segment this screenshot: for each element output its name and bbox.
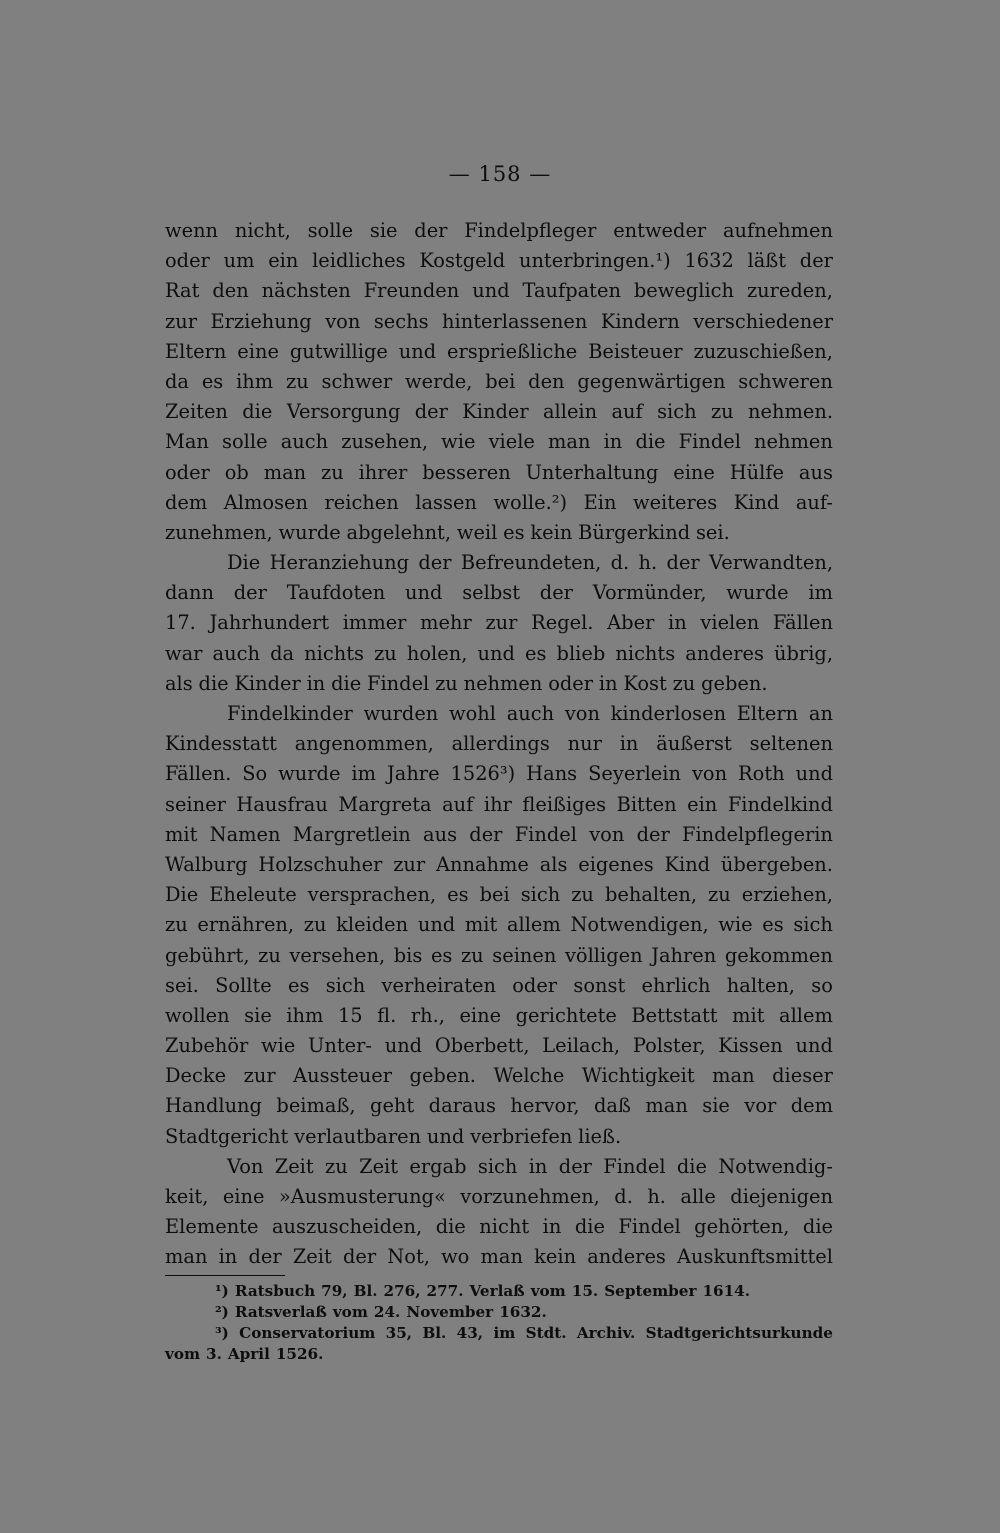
text-line: Die Heranziehung der Befreundeten, d. h. der Verwandten, (227, 551, 833, 575)
text-line: Die Eheleute versprachen, es bei sich zu behalten, zu erziehen, (165, 883, 833, 907)
footnote-line: ²) Ratsverlaß vom 24. November 1632. (215, 1303, 547, 1321)
text-line: gebührt, zu versehen, bis es zu seinen völligen Jahren gekommen (165, 943, 833, 967)
text-line: mit Namen Margretlein aus der Findel von der Findelpflegerin (165, 822, 833, 846)
text-line: oder um ein leidliches Kostgeld unterbringen.¹) 1632 läßt der (165, 249, 833, 273)
text-line: Von Zeit zu Zeit ergab sich in der Findel die Notwendig- (227, 1154, 833, 1178)
text-line: Decke zur Aussteuer geben. Welche Wichtigkeit man dieser (165, 1064, 833, 1088)
text-line: Eltern eine gutwillige und ersprießliche Beisteuer zuzuschießen, (165, 339, 833, 363)
page-number: — 158 — (448, 162, 552, 186)
text-line: seiner Hausfrau Margreta auf ihr fleißiges Bitten ein Findelkind (165, 792, 833, 816)
text-line: man in der Zeit der Not, wo man kein anderes Auskunftsmittel (165, 1245, 833, 1269)
text-line: Rat den nächsten Freunden und Taufpaten beweglich zureden, (165, 279, 833, 303)
text-line: zu ernähren, zu kleiden und mit allem Notwendigen, wie es sich (165, 913, 833, 937)
text-line: zur Erziehung von sechs hinterlassenen Kindern verschiedener (165, 309, 833, 333)
text-line: zunehmen, wurde abgelehnt, weil es kein Bürgerkind sei. (165, 520, 730, 544)
text-line: Kindesstatt angenommen, allerdings nur in äußerst seltenen (165, 732, 833, 756)
text-line: Findelkinder wurden wohl auch von kinderlosen Eltern an (227, 702, 833, 725)
text-line: wollen sie ihm 15 fl. rh., eine gerichtete Bettstatt mit allem (165, 1003, 833, 1027)
text-line: sei. Sollte es sich verheiraten oder sonst ehrlich halten, so (165, 973, 833, 997)
text-line: 17. Jahrhundert immer mehr zur Regel. Aber in vielen Fällen (165, 611, 833, 635)
text-line: als die Kinder in die Findel zu nehmen oder in Kost zu geben. (165, 671, 768, 695)
footnote-line: vom 3. April 1526. (165, 1345, 324, 1363)
text-line: war auch da nichts zu holen, und es blieb nichts anderes übrig, (165, 641, 833, 665)
footnotes (165, 1281, 833, 1365)
text-line: Man solle auch zusehen, wie viele man in die Findel nehmen (165, 430, 833, 454)
text-line: Stadtgericht verlautbaren und verbriefen ließ. (165, 1124, 622, 1148)
text-line: oder ob man zu ihrer besseren Unterhaltung eine Hülfe aus (165, 460, 833, 484)
footnote-line: ¹) Ratsbuch 79, Bl. 276, 277. Verlaß vom 15. September 1614. (215, 1282, 751, 1300)
text-line: keit, eine »Ausmusterung« vorzunehmen, d. h. alle diejenigen (165, 1185, 833, 1208)
footnote-rule (165, 1275, 285, 1276)
text-line: dann der Taufdoten und selbst der Vormünder, wurde im (165, 581, 833, 605)
text-line: dem Almosen reichen lassen wolle.²) Ein weiteres Kind auf- (165, 490, 833, 514)
text-line: Zubehör wie Unter- und Oberbett, Leilach, Polster, Kissen und (165, 1034, 833, 1058)
text-line: Walburg Holzschuher zur Annahme als eigenes Kind übergeben. (165, 852, 833, 876)
text-line: da es ihm zu schwer werde, bei den gegenwärtigen schweren (165, 369, 833, 393)
footnote-line: ³) Conservatorium 35, Bl. 43, im Stdt. Archiv. Stadtgerichtsurkunde (215, 1324, 833, 1342)
text-line: Zeiten die Versorgung der Kinder allein auf sich zu nehmen. (165, 400, 833, 424)
text-line: Handlung beimaß, geht daraus hervor, daß man sie vor dem (165, 1094, 833, 1118)
body-text (165, 216, 833, 1273)
text-line: Fällen. So wurde im Jahre 1526³) Hans Seyerlein von Roth und (165, 762, 833, 786)
text-line: Elemente auszuscheiden, die nicht in die Findel gehörten, die (165, 1215, 833, 1239)
text-line: wenn nicht, solle sie der Findelpfleger entweder aufnehmen (165, 219, 833, 242)
